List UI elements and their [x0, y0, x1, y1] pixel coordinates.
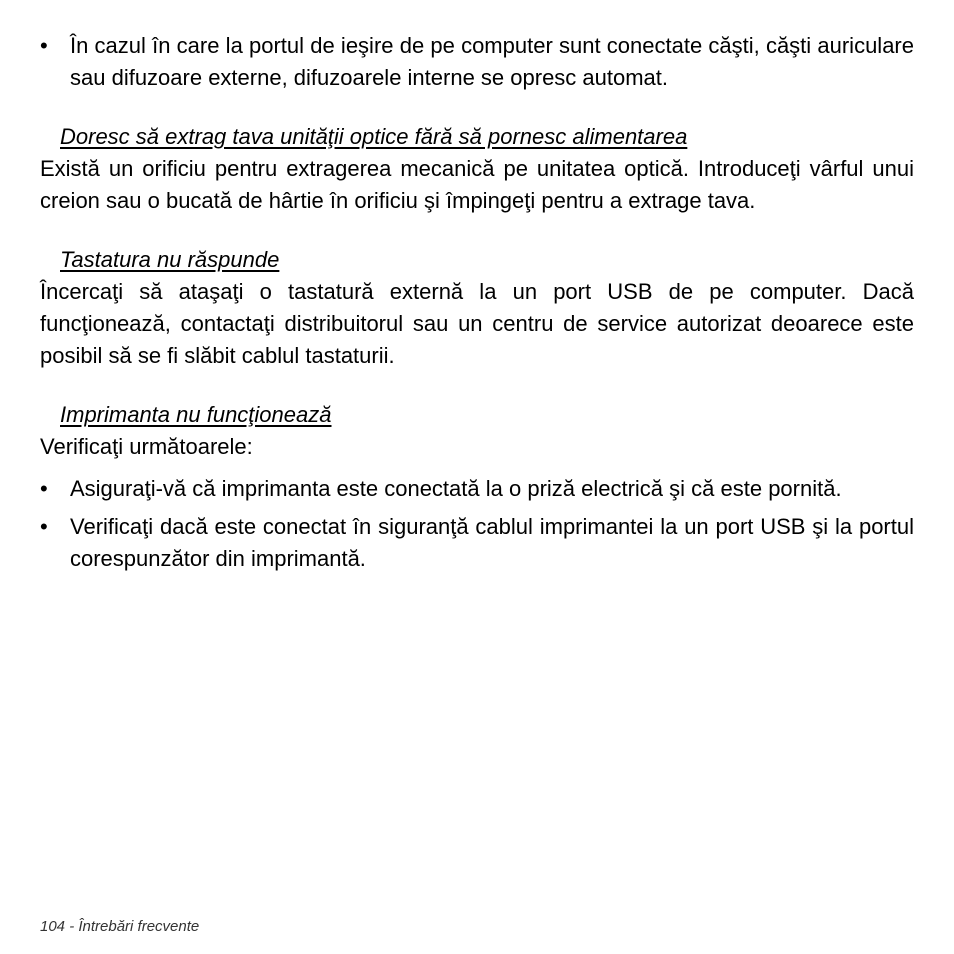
bullet-icon: •	[40, 33, 48, 58]
page-content	[40, 30, 914, 575]
bullet-text: Asiguraţi-vă că imprimanta este conectată la o priză electrică şi că este pornită.	[70, 476, 842, 501]
list-item	[40, 30, 914, 94]
bullet-icon: •	[40, 476, 48, 501]
page-footer: 104 - Întrebări frecvente	[40, 918, 200, 935]
section-heading-keyboard: Tastatura nu răspunde	[60, 247, 280, 272]
bullet-text: În cazul în care la portul de ieşire de pe computer sunt conectate căşti, căşti auriculare sau difuzoare externe, difuzoarele interne se opresc automat.	[70, 33, 914, 90]
list-item	[40, 511, 914, 575]
bullet-icon: •	[40, 514, 48, 539]
section-heading-printer: Imprimanta nu funcţionează	[60, 402, 332, 427]
list-item	[40, 473, 914, 505]
section-body-optical-drive: Există un orificiu pentru extragerea mecanică pe unitatea optică. Introduceţi vârful unui creion sau o bucată de hârtie în orificiu şi împingeţi pentru a extrage tava.	[40, 156, 914, 213]
section-body-printer: Verificaţi următoarele:	[40, 434, 253, 459]
section-body-keyboard: Încercaţi să ataşaţi o tastatură externă la un port USB de pe computer. Dacă funcţionează, contactaţi distribuitorul sau un centru de service autorizat deoarece este posibil să se fi slăbit cablul tastaturii.	[40, 279, 914, 368]
bullet-text: Verificaţi dacă este conectat în siguranţă cablul imprimantei la un port USB şi la portul corespunzător din imprimantă.	[70, 514, 914, 571]
section-heading-optical-drive: Doresc să extrag tava unităţii optice fără să pornesc alimentarea	[60, 124, 688, 149]
